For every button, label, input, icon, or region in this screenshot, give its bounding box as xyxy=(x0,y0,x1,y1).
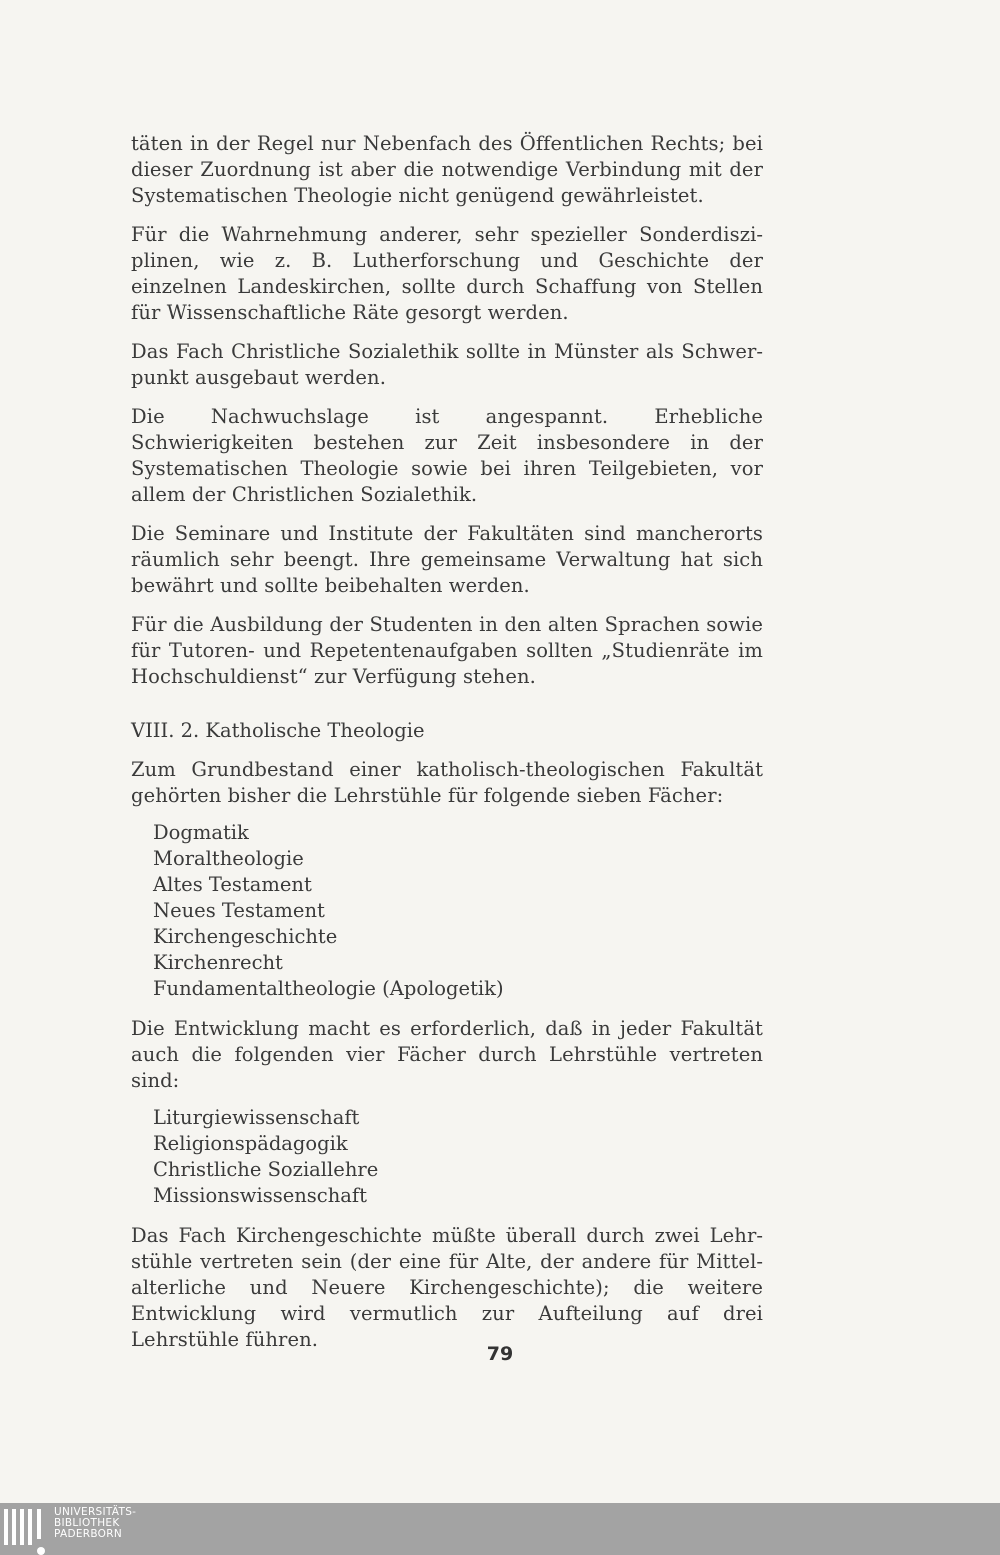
footer-bar xyxy=(0,1503,1000,1555)
library-logo-text xyxy=(54,1507,136,1540)
list-item: Kirchenrecht xyxy=(153,951,283,974)
list-item: Missionswissenschaft xyxy=(153,1184,367,1207)
paragraph-young-scholars: Die Nachwuchslage ist angespannt. Erhebliche Schwierigkeiten bestehen zur Zeit insbesondere in der Systematischen Theologie sowie bei ihren Teilgebieten, vor allem der Christlichen Sozialethik. xyxy=(131,405,763,506)
paragraph-seminars: Die Seminare und Institute der Fakultäten sind mancherorts räumlich sehr beengt. Ihre gemeinsame Verwaltung hat sich bewährt und sollte beibehalten werden. xyxy=(131,522,763,597)
paragraph-public-law: täten in der Regel nur Nebenfach des Öffentlichen Rechts; bei dieser Zuordnung ist aber die notwendige Verbindung mit der Systematischen Theologie nicht genügend gewährleistet. xyxy=(131,132,763,207)
paragraph-study-councils: Für die Ausbildung der Studenten in den alten Sprachen sowie für Tutoren- und Repetentenaufgaben sollten „Studienräte im Hochschuldienst“ zur Verfügung stehen. xyxy=(131,613,763,688)
additional-subjects-list xyxy=(153,1105,763,1209)
paragraph-social-ethics: Das Fach Christliche Sozialethik sollte in Münster als Schwerpunkt ausgebaut werden. xyxy=(131,340,763,389)
list-item: Altes Testament xyxy=(153,873,312,896)
page-number: 79 xyxy=(486,1343,514,1365)
list-item: Kirchengeschichte xyxy=(153,925,338,948)
logo-line: BIBLIOTHEK xyxy=(54,1517,120,1529)
paragraph-church-history: Das Fach Kirchengeschichte müßte überall durch zwei Lehrstühle vertreten sein (der eine für Alte, der andere für Mittelalterliche und Neuere Kirchengeschichte); die weitere Entwicklung wird vermutlich zur Aufteilung auf drei Lehrstühle führen. xyxy=(131,1224,763,1351)
list-item: Liturgiewissenschaft xyxy=(153,1106,360,1129)
list-item: Neues Testament xyxy=(153,899,325,922)
logo-line: PADERBORN xyxy=(54,1528,122,1540)
list-item: Moraltheologie xyxy=(153,847,304,870)
core-subjects-list xyxy=(153,820,763,1002)
library-logo[interactable] xyxy=(4,1503,144,1555)
list-item: Christliche Soziallehre xyxy=(153,1158,379,1181)
logo-line: UNIVERSITÄTS- xyxy=(54,1506,137,1518)
document-page xyxy=(131,131,763,1366)
list-item: Fundamentaltheologie (Apologetik) xyxy=(153,977,504,1000)
list-item: Dogmatik xyxy=(153,821,249,844)
section-heading: VIII. 2. Katholische Theologie xyxy=(131,719,425,742)
paragraph-special-disciplines: Für die Wahrnehmung anderer, sehr spezieller Sonderdisziplinen, wie z. B. Lutherforschung und Geschichte der einzelnen Landeskirchen, sollte durch Schaffung von Stellen für Wissenschaftliche Räte gesorgt werden. xyxy=(131,223,763,324)
paragraph-development: Die Entwicklung macht es erforderlich, daß in jeder Fakultät auch die folgenden vier Fächer durch Lehrstühle vertreten sind: xyxy=(131,1017,763,1092)
paragraph-core-chairs-intro: Zum Grundbestand einer katholisch-theologischen Fakultät gehörten bisher die Lehrstühle für folgende sieben Fächer: xyxy=(131,758,763,807)
list-item: Religionspädagogik xyxy=(153,1132,348,1155)
